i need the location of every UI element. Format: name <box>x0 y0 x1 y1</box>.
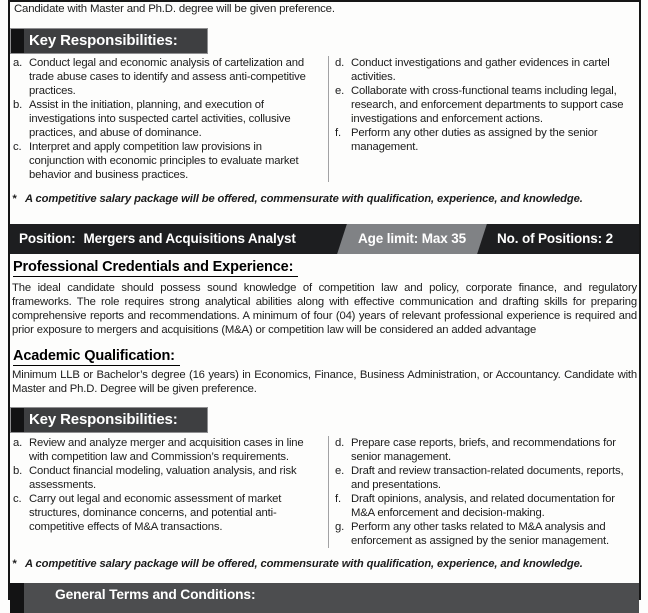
list-column-right <box>329 436 637 548</box>
list-column-left <box>13 56 315 182</box>
academic-paragraph: Minimum LLB or Bachelor’s degree (16 years) in Economics, Finance, Business Administration, or Accountancy. Candidate with Master and Ph.D. Degree will be given preference. <box>12 369 637 395</box>
age-limit-label: Age limit: <box>358 231 419 246</box>
item-text: Conduct investigations and gather evidences in cartel activities. <box>351 57 610 83</box>
item-text: Conduct legal and economic analysis of cartelization and trade abuse cases to identify and assess anti-competitive practices. <box>29 57 306 97</box>
credentials-paragraph: The ideal candidate should possess sound knowledge of competition law and policy, corporate finance, and regulatory frameworks. The role requires strong analytical abilities along with effective communication and drafting skills for preparing comprehensive reports and recommendations. A minimum of four (04) years of relevant professional experience is required and prior exposure to mergers and acquisitions (M&A) or competition law will be considered an added advantage <box>12 282 637 336</box>
item-marker: f. <box>335 127 341 139</box>
list-item <box>335 126 637 154</box>
item-marker: d. <box>335 437 345 449</box>
item-text: Perform any other duties as assigned by the senior management. <box>351 127 598 153</box>
item-marker: a. <box>13 57 23 69</box>
position-bar <box>10 224 639 254</box>
list-item <box>13 140 315 182</box>
item-marker: b. <box>13 465 23 477</box>
salary-note-1 <box>12 192 637 206</box>
list-item <box>335 436 637 464</box>
positions-label: No. of Positions: <box>497 231 602 246</box>
item-marker: g. <box>335 521 345 533</box>
list-item <box>13 56 315 98</box>
positions-count <box>480 224 630 254</box>
list-item <box>335 56 637 84</box>
salary-note-2 <box>12 557 637 571</box>
list-item <box>13 436 315 464</box>
general-terms-bar <box>10 583 639 613</box>
item-text: Carry out legal and economic assessment of market structures, dominance concerns, and potential anti-competitive effects of M&A transactions. <box>29 493 282 533</box>
item-marker: d. <box>335 57 345 69</box>
item-marker: a. <box>13 437 23 449</box>
position-label: Position: <box>19 231 76 246</box>
age-limit-text <box>342 224 482 254</box>
list-item <box>335 520 637 548</box>
positions-value: 2 <box>605 231 613 246</box>
salary-note-text: A competitive salary package will be offered, commensurate with qualification, experience, and knowledge. <box>25 193 583 205</box>
age-limit-value: Max 35 <box>421 231 466 246</box>
age-limit-segment <box>337 224 487 254</box>
item-marker: f. <box>335 493 341 505</box>
list-item <box>335 84 637 126</box>
list-item <box>13 464 315 492</box>
section-title: Key Responsibilities: <box>29 32 178 49</box>
item-marker: e. <box>335 465 345 477</box>
responsibilities-list-2 <box>13 436 637 548</box>
list-column-left <box>13 436 315 548</box>
item-marker: e. <box>335 85 345 97</box>
item-marker: c. <box>13 141 22 153</box>
general-terms-heading: General Terms and Conditions: <box>55 587 256 602</box>
list-item <box>335 464 637 492</box>
responsibilities-list-1 <box>13 56 637 182</box>
key-responsibilities-header-1 <box>10 28 208 54</box>
header-accent-block <box>11 29 24 53</box>
item-text: Draft and review transaction-related documents, reports, and presentations. <box>351 465 624 491</box>
item-text: Perform any other tasks related to M&A analysis and enforcement as assigned by the senior management. <box>351 521 609 547</box>
section-title: Key Responsibilities: <box>29 411 178 428</box>
intro-tail-text: Candidate with Master and Ph.D. degree will be given preference. <box>14 3 335 15</box>
item-text: Review and analyze merger and acquisition cases in line with competition law and Commission’s requirements. <box>29 437 304 463</box>
credentials-heading: Professional Credentials and Experience: <box>13 259 298 275</box>
asterisk-marker: * <box>12 558 17 570</box>
item-marker: c. <box>13 493 22 505</box>
salary-note-text: A competitive salary package will be offered, commensurate with qualification, experience, and knowledge. <box>25 558 583 570</box>
asterisk-marker: * <box>12 193 17 205</box>
item-text: Interpret and apply competition law provisions in conjunction with economic principles to evaluate market behavior and business practices. <box>29 141 299 181</box>
position-value: Mergers and Acquisitions Analyst <box>83 231 296 246</box>
academic-heading: Academic Qualification: <box>13 348 180 364</box>
header-accent-block <box>11 408 24 432</box>
key-responsibilities-header-2 <box>10 407 208 433</box>
list-item <box>13 492 315 534</box>
footer-accent-block <box>10 583 24 613</box>
item-text: Assist in the initiation, planning, and execution of investigations into suspected cartel activities, collusive practices, and abuse of dominance. <box>29 99 291 139</box>
item-text: Collaborate with cross-functional teams including legal, research, and enforcement departments to support case investigations and enforcement actions. <box>351 85 624 125</box>
item-text: Conduct financial modeling, valuation analysis, and risk assessments. <box>29 465 297 491</box>
list-item <box>13 98 315 140</box>
item-text: Draft opinions, analysis, and related documentation for M&A enforcement and decision-making. <box>351 493 615 519</box>
list-column-right <box>329 56 637 182</box>
item-text: Prepare case reports, briefs, and recommendations for senior management. <box>351 437 616 463</box>
list-item <box>335 492 637 520</box>
item-marker: b. <box>13 99 23 111</box>
